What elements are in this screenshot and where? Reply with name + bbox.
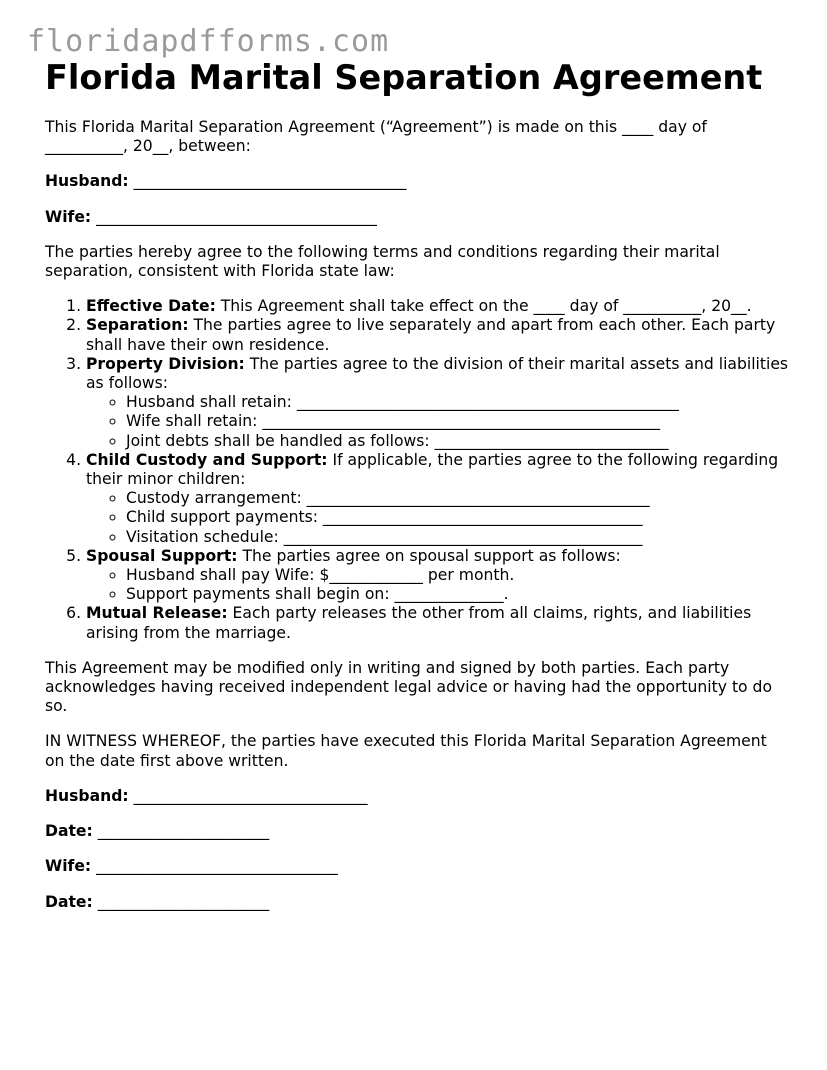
term-heading: Mutual Release: bbox=[86, 604, 228, 623]
signature-label: Husband: bbox=[45, 786, 129, 805]
term-effective-date bbox=[86, 297, 790, 316]
sub-item-wife-retain[interactable]: ◦ Wife shall retain: ___________________________________________________ bbox=[126, 412, 790, 431]
term-heading: Separation: bbox=[86, 316, 189, 335]
sub-item-joint-debts[interactable]: ◦ Joint debts shall be handled as follows: ______________________________ bbox=[126, 432, 790, 451]
sub-item-payment-start[interactable]: ◦ Support payments shall begin on: ______________. bbox=[126, 585, 790, 604]
date-blank-field[interactable]: ______________________ bbox=[92, 822, 270, 841]
signature-wife-date bbox=[45, 893, 790, 912]
term-separation bbox=[86, 316, 790, 354]
term-spousal-support bbox=[86, 547, 790, 605]
wife-party-line bbox=[45, 208, 790, 227]
preamble-paragraph: The parties hereby agree to the following terms and conditions regarding their marital separation, consistent with Florida state law: bbox=[45, 242, 720, 281]
signature-husband-date bbox=[45, 822, 790, 841]
terms-list bbox=[45, 297, 790, 643]
term-child-custody bbox=[86, 451, 790, 547]
signature-husband bbox=[45, 787, 790, 806]
term-text: The parties agree to the division of their marital assets and liabilities as follows: bbox=[86, 354, 789, 393]
term-heading: Effective Date: bbox=[86, 297, 216, 316]
term-heading: Property Division: bbox=[86, 354, 245, 373]
term-text: The parties agree to live separately and apart from each other. Each party shall have their own residence. bbox=[86, 316, 776, 354]
wife-blank-field[interactable]: ____________________________________ bbox=[91, 207, 377, 226]
signature-label: Date: bbox=[45, 822, 93, 841]
signature-label: Date: bbox=[45, 892, 93, 911]
signature-blank-field[interactable]: _______________________________ bbox=[91, 857, 338, 876]
modification-paragraph: This Agreement may be modified only in writing and signed by both parties. Each party acknowledges having received independent legal advice or having had the opportunity to do so. bbox=[45, 658, 772, 716]
term-text: The parties agree on spousal support as follows: bbox=[237, 546, 621, 565]
property-sublist bbox=[86, 393, 790, 451]
sub-item-custody-arrangement[interactable]: ◦ Custody arrangement: ____________________________________________ bbox=[126, 489, 790, 508]
sub-item-monthly-payment[interactable]: ◦ Husband shall pay Wife: $____________ per month. bbox=[126, 566, 790, 585]
husband-label: Husband: bbox=[45, 172, 129, 191]
witness-paragraph: IN WITNESS WHEREOF, the parties have executed this Florida Marital Separation Agreement on the date first above written. bbox=[45, 732, 767, 770]
term-text: Each party releases the other from all claims, rights, and liabilities arising from the marriage. bbox=[86, 604, 752, 642]
term-mutual-release bbox=[86, 604, 790, 642]
intro-paragraph: This Florida Marital Separation Agreement (“Agreement”) is made on this ____ day of __________, 20__, between: bbox=[45, 118, 707, 156]
agreement-body bbox=[45, 118, 790, 928]
signature-label: Wife: bbox=[45, 857, 92, 876]
term-text: This Agreement shall take effect on the ____ day of __________, 20__. bbox=[215, 297, 752, 316]
signature-blank-field[interactable]: ______________________________ bbox=[128, 786, 368, 805]
document-title: Florida Marital Separation Agreement bbox=[45, 58, 763, 97]
term-heading: Spousal Support: bbox=[86, 546, 238, 565]
term-heading: Child Custody and Support: bbox=[86, 450, 328, 469]
date-blank-field[interactable]: ______________________ bbox=[92, 892, 270, 911]
custody-sublist bbox=[86, 489, 790, 547]
sub-item-husband-retain[interactable]: ◦ Husband shall retain: _________________________________________________ bbox=[126, 393, 790, 412]
site-watermark: floridapdfforms.com bbox=[27, 24, 390, 59]
term-property-division bbox=[86, 355, 790, 451]
sub-item-visitation[interactable]: ◦ Visitation schedule: ______________________________________________ bbox=[126, 528, 790, 547]
signature-wife bbox=[45, 857, 790, 876]
term-text: If applicable, the parties agree to the following regarding their minor children: bbox=[86, 450, 779, 489]
wife-label: Wife: bbox=[45, 207, 92, 226]
sub-item-child-support[interactable]: ◦ Child support payments: _________________________________________ bbox=[126, 508, 790, 527]
spousal-sublist bbox=[86, 566, 790, 604]
husband-blank-field[interactable]: ___________________________________ bbox=[128, 172, 407, 191]
husband-party-line bbox=[45, 172, 790, 191]
